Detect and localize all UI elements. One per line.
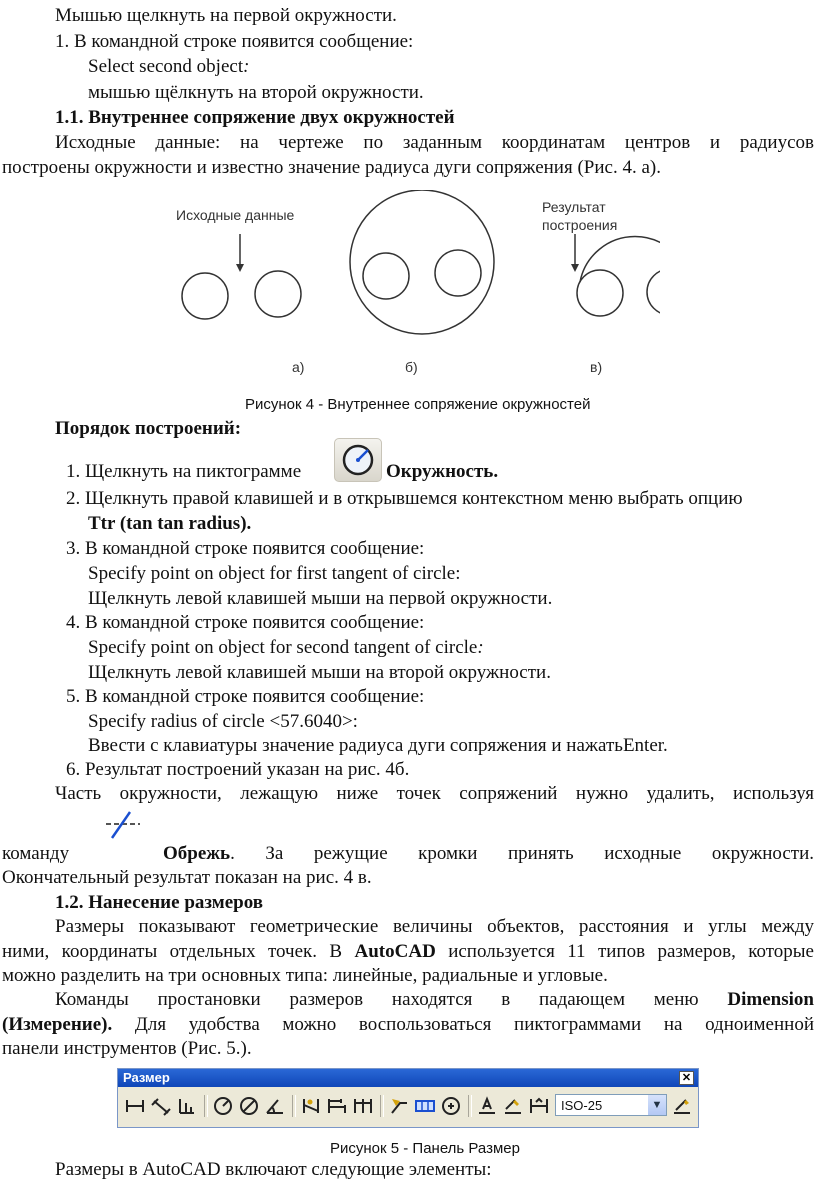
sub-label-a: а): [292, 359, 305, 375]
linear-dimension-icon[interactable]: [124, 1095, 146, 1117]
radius-dimension-icon[interactable]: [212, 1095, 234, 1117]
paragraph-line: панели инструментов (Рис. 5.).: [2, 1038, 252, 1059]
trim-command-line: Обрежь. За режущие кромки принять исходные окружности.: [163, 843, 814, 864]
section-heading: 1.2. Нанесение размеров: [55, 892, 263, 913]
dimension-edit-icon[interactable]: [476, 1095, 498, 1117]
chevron-down-icon[interactable]: ▼: [648, 1095, 666, 1115]
step-2-option: Ttr (tan tan radius).: [88, 513, 252, 534]
step-2: 2. Щелкнуть правой клавишей и в открывшемся контекстном меню выбрать опцию: [66, 488, 743, 509]
diameter-dimension-icon[interactable]: [238, 1095, 260, 1117]
text-line: Размеры в AutoCAD включают следующие элементы:: [55, 1159, 492, 1180]
dimension-style-value: ISO-25: [561, 1098, 603, 1113]
sub-label-c: в): [590, 359, 603, 375]
circle-c-right: [647, 269, 660, 315]
dimension-toolbar: [117, 1068, 699, 1128]
dimension-update-icon[interactable]: [528, 1095, 550, 1117]
toolbar-title: Размер: [123, 1070, 170, 1085]
close-button[interactable]: ✕: [679, 1071, 694, 1085]
aligned-dimension-icon[interactable]: [150, 1095, 172, 1117]
step-3-action: Щелкнуть левой клавишей мыши на первой окружности.: [88, 588, 553, 609]
step-3: 3. В командной строке появится сообщение:: [66, 538, 425, 559]
arrow-head-c: [571, 264, 579, 272]
step-4: 4. В командной строке появится сообщение:: [66, 612, 425, 633]
paragraph-line: можно разделить на три основных типа: линейные, радиальные и угловые.: [2, 965, 608, 986]
paragraph-line: Команды простановки размеров находятся в падающем меню Dimension: [55, 989, 814, 1010]
step-1-command: Окружность.: [386, 461, 499, 482]
baseline-dimension-icon[interactable]: [326, 1095, 348, 1117]
command-prompt-text: Select second object:: [88, 56, 250, 77]
paragraph-line: Размеры показывают геометрические величины объектов, расстояния и углы между: [55, 916, 814, 937]
step-4-prompt: Specify point on object for second tangent of circle:: [88, 637, 484, 658]
step-5: 5. В командной строке появится сообщение:: [66, 686, 425, 707]
toolbar-separator: [468, 1095, 472, 1117]
circle-b-outer: [350, 190, 494, 334]
paragraph-line: (Измерение). Для удобства можно воспользоваться пиктограммами на одноименной: [2, 1014, 814, 1035]
label-result-1: Результат: [542, 199, 606, 215]
trim-tool-icon[interactable]: [100, 806, 146, 848]
toolbar-separator: [292, 1095, 296, 1117]
quick-dimension-icon[interactable]: [300, 1095, 322, 1117]
toolbar-separator: [380, 1095, 384, 1117]
circle-c-left: [577, 270, 623, 316]
tangent-arc: [580, 237, 660, 282]
leader-icon[interactable]: [388, 1095, 410, 1117]
step-4-action: Щелкнуть левой клавишей мыши на второй окружности.: [88, 662, 551, 683]
figure-5-caption: Рисунок 5 - Панель Размер: [330, 1140, 520, 1157]
dimension-style-select[interactable]: [555, 1094, 667, 1116]
circle-a-right: [255, 271, 301, 317]
toolbar-separator: [204, 1095, 208, 1117]
step-5-prompt: Specify radius of circle <57.6040>:: [88, 711, 358, 732]
paragraph-line: Часть окружности, лежащую ниже точек сопряжений нужно удалить, используя: [55, 783, 814, 804]
arrow-head-a: [236, 264, 244, 272]
toolbar-titlebar[interactable]: [118, 1069, 698, 1087]
paragraph-line: построены окружности и известно значение радиуса дуги сопряжения (Рис. 4. а).: [2, 157, 661, 178]
step-5-action: Ввести с клавиатуры значение радиуса дуги сопряжения и нажатьEnter.: [88, 735, 668, 756]
circle-b-left: [363, 253, 409, 299]
label-result-2: построения: [542, 217, 618, 233]
text-line: мышью щёлкнуть на второй окружности.: [88, 82, 424, 103]
ordinate-dimension-icon[interactable]: [176, 1095, 198, 1117]
figure-4-drawing: [160, 190, 660, 380]
center-mark-icon[interactable]: [440, 1095, 462, 1117]
angular-dimension-icon[interactable]: [264, 1095, 286, 1117]
text-line: команду: [2, 843, 70, 864]
circle-tool-icon[interactable]: [334, 438, 382, 482]
step-1: 1. Щелкнуть на пиктограмме: [66, 461, 302, 482]
circle-a-left: [182, 273, 228, 319]
tolerance-icon[interactable]: [414, 1095, 436, 1117]
paragraph-line: Исходные данные: на чертеже по заданным координатам центров и радиусов: [55, 132, 814, 153]
dimension-text-edit-icon[interactable]: [502, 1095, 524, 1117]
text-line: 1. В командной строке появится сообщение:: [55, 31, 414, 52]
figure-4-caption: Рисунок 4 - Внутреннее сопряжение окружностей: [245, 396, 591, 413]
continue-dimension-icon[interactable]: [352, 1095, 374, 1117]
circle-b-right: [435, 250, 481, 296]
text-line: Окончательный результат показан на рис. 4 в.: [2, 867, 372, 888]
sub-label-b: б): [405, 359, 418, 375]
paragraph-line: ними, координаты отдельных точек. В AutoCAD используется 11 типов размеров, которые: [2, 941, 814, 962]
step-3-prompt: Specify point on object for first tangent of circle:: [88, 563, 461, 584]
label-source: Исходные данные: [176, 207, 295, 223]
trim-command: Обрежь: [163, 843, 231, 864]
step-6: 6. Результат построений указан на рис. 4б.: [66, 759, 410, 780]
text-line: Мышью щелкнуть на первой окружности.: [55, 5, 397, 26]
steps-heading: Порядок построений:: [55, 418, 242, 439]
section-heading: 1.1. Внутреннее сопряжение двух окружностей: [55, 107, 455, 128]
dimension-style-icon[interactable]: [671, 1095, 693, 1117]
